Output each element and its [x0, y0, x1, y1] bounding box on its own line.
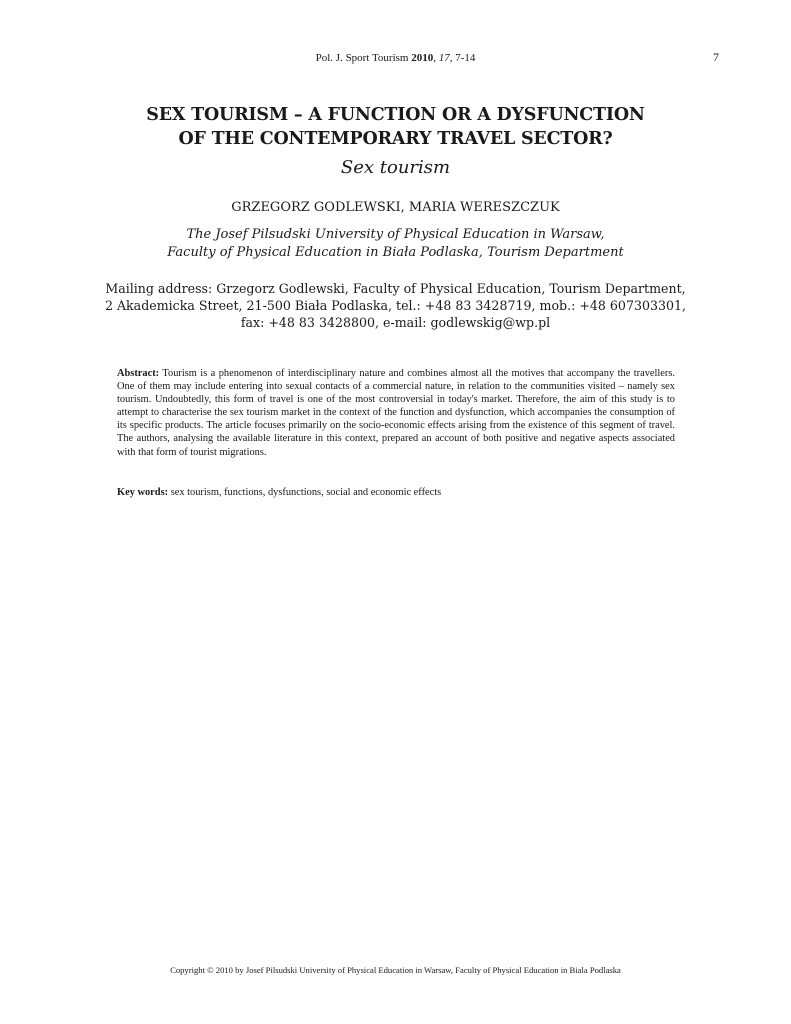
title-line-2: OF THE CONTEMPORARY TRAVEL SECTOR?	[178, 129, 613, 149]
affiliation-line-2: Faculty of Physical Education in Biała Podlaska, Tourism Department	[167, 245, 624, 260]
affiliation	[0, 226, 791, 262]
running-head: Pol. J. Sport Tourism 2010, 17, 7-14	[315, 52, 476, 64]
journal-volume: 17	[438, 52, 450, 64]
abstract-text: Tourism is a phenomenon of interdisciplinary nature and combines almost all the motives that accompany the travellers. One of them may include entering into sexual contacts of a commercial nature, in relation to the communities visited – namely sex tourism. Undoubtedly, this form of travel is one of the most controversial in today's market. Therefore, the aim of this study is to attempt to characterise the sex tourism market in the context of the function and dysfunction, which accompanies the consumption of its specific products. The article focuses primarily on the socio-economic effects arising from the existence of this segment of travel. The authors, analysing the available literature in this context, prepared an account of both positive and negative aspects associated with that form of tourist migrations.	[117, 368, 675, 458]
page-number: 7	[713, 50, 719, 64]
abstract	[117, 367, 675, 459]
keywords	[117, 486, 675, 499]
journal-pages: 7-14	[455, 52, 476, 64]
short-title: Sex tourism	[340, 157, 451, 178]
title-line-1: SEX TOURISM – A FUNCTION OR A DYSFUNCTION	[146, 105, 645, 125]
journal-year: 2010	[411, 52, 434, 64]
mailing-line-2: 2 Akademicka Street, 21-500 Biała Podlaska, tel.: +48 83 3428719, mob.: +48 607303301,	[104, 298, 687, 313]
mailing-line-1: Mailing address: Grzegorz Godlewski, Faculty of Physical Education, Tourism Department,	[105, 281, 686, 296]
keywords-text: sex tourism, functions, dysfunctions, social and economic effects	[170, 487, 442, 498]
keywords-label: Key words:	[117, 487, 169, 498]
mailing-line-3: fax: +48 83 3428800, e-mail: godlewskig@wp.pl	[240, 315, 551, 330]
affiliation-line-1: The Josef Pilsudski University of Physical Education in Warsaw,	[186, 227, 605, 242]
paper-title	[0, 103, 791, 151]
abstract-label: Abstract:	[117, 368, 160, 379]
mailing-address	[0, 280, 791, 331]
copyright-footer: Copyright © 2010 by Josef Pilsudski University of Physical Education in Warsaw, Faculty of Physical Education in Biala Podlaska	[170, 965, 621, 975]
journal-name: Pol. J. Sport Tourism	[315, 52, 409, 64]
authors: GRZEGORZ GODLEWSKI, MARIA WERESZCZUK	[231, 200, 560, 215]
